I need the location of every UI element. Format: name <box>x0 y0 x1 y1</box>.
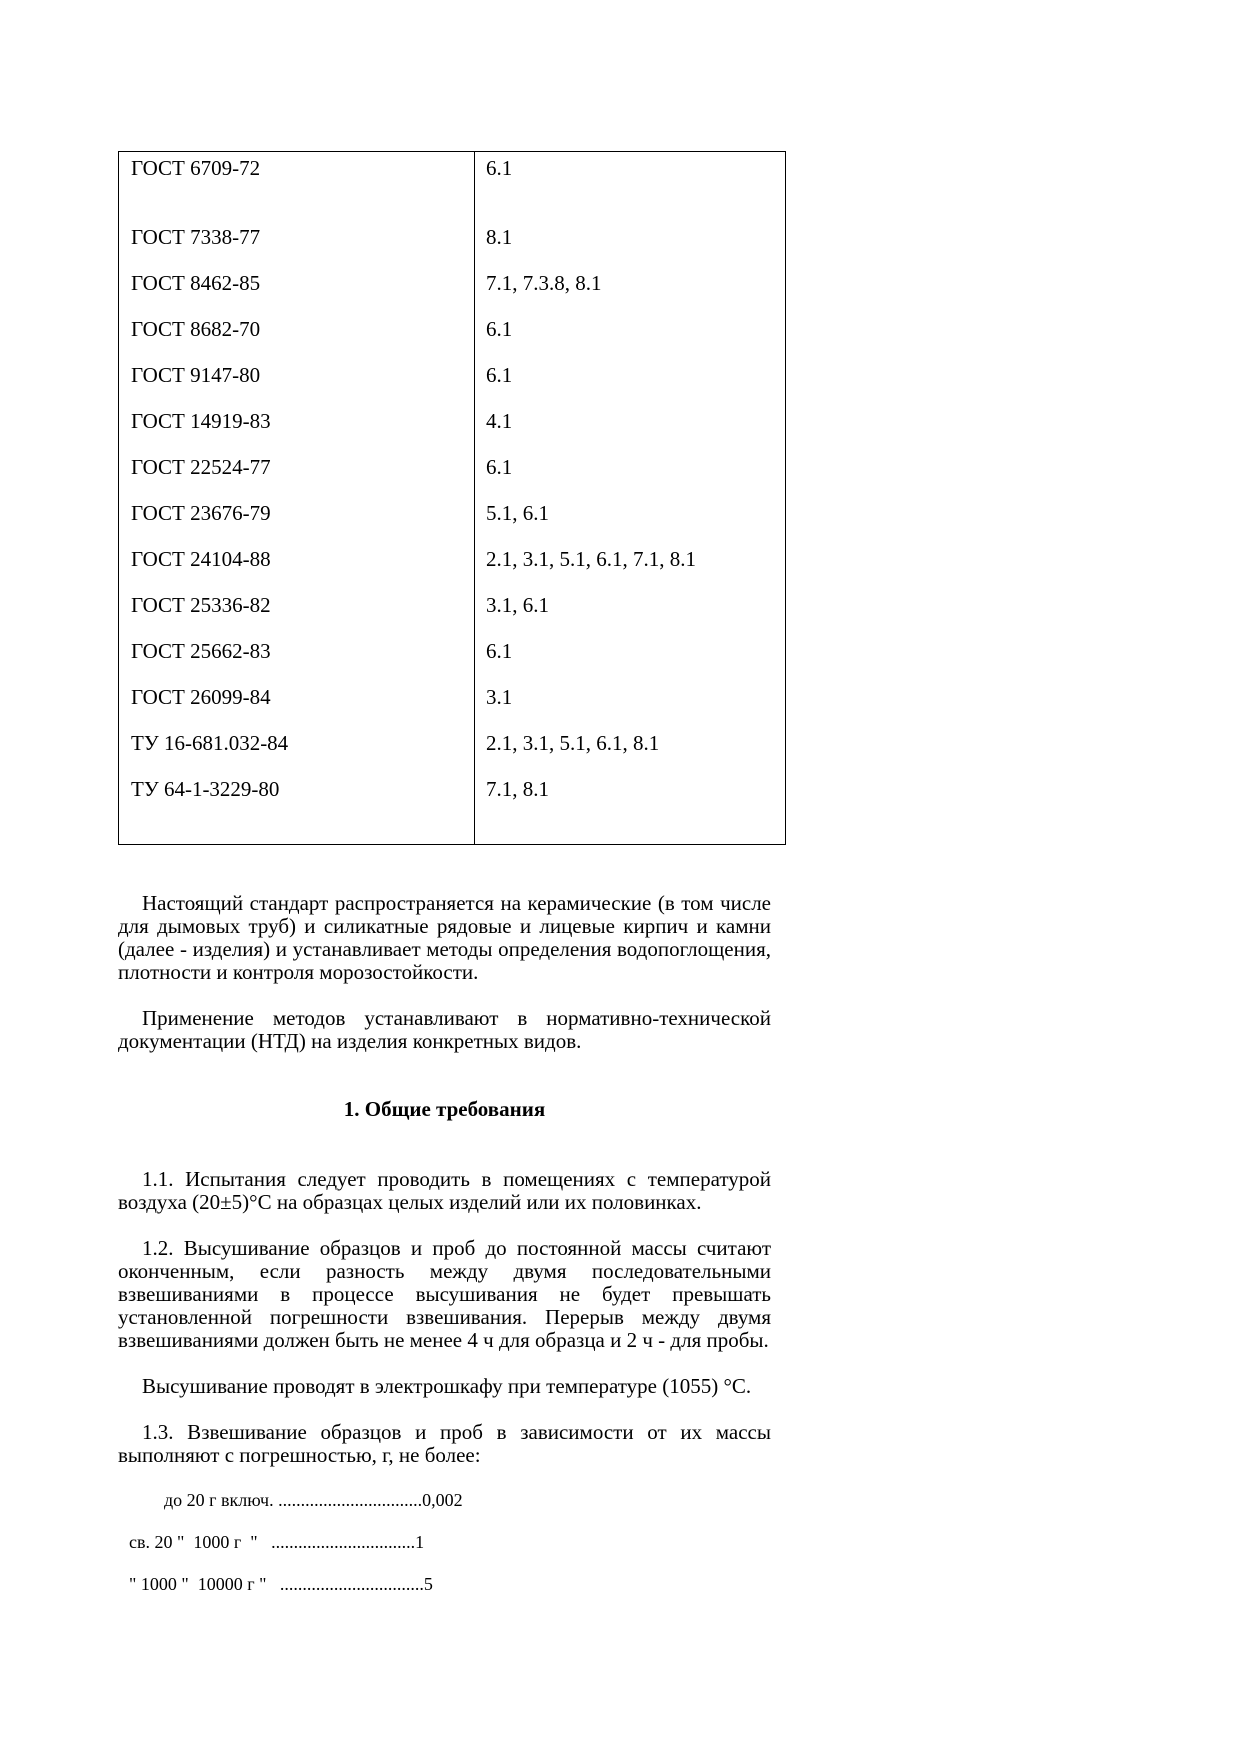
reference-doc: ГОСТ 8682-70 <box>131 317 261 341</box>
tolerance-line: " 1000 " 10000 г " ................................5 <box>129 1574 433 1594</box>
reference-doc: ГОСТ 6709-72 <box>131 156 261 180</box>
reference-items: 4.1 <box>486 409 513 433</box>
reference-items: 6.1 <box>486 363 513 387</box>
table-row <box>119 682 785 712</box>
intro-application-paragraph: Применение методов устанавливают в нормативно-технической документации (НТД) на изделия конкретных видов. <box>118 1006 771 1053</box>
reference-items: 7.1, 8.1 <box>486 777 549 801</box>
table-row <box>119 360 785 390</box>
reference-doc: ГОСТ 14919-83 <box>131 409 271 433</box>
reference-doc: ГОСТ 8462-85 <box>131 271 261 295</box>
table-row <box>119 222 785 252</box>
reference-doc: ГОСТ 26099-84 <box>131 685 271 709</box>
reference-items: 6.1 <box>486 156 513 180</box>
table-row <box>119 452 785 482</box>
table-row <box>119 406 785 436</box>
reference-doc: ГОСТ 24104-88 <box>131 547 271 571</box>
reference-items: 8.1 <box>486 225 513 249</box>
reference-items: 2.1, 3.1, 5.1, 6.1, 7.1, 8.1 <box>486 547 696 571</box>
table-row <box>119 153 785 183</box>
tolerance-line: св. 20 " 1000 г " ................................1 <box>129 1532 425 1552</box>
reference-items: 5.1, 6.1 <box>486 501 549 525</box>
reference-items: 3.1, 6.1 <box>486 593 549 617</box>
clause-1-1-paragraph: 1.1. Испытания следует проводить в помещениях с температурой воздуха (20±5)°С на образцах целых изделий или их половинках. <box>118 1167 771 1214</box>
reference-doc: ГОСТ 23676-79 <box>131 501 271 525</box>
table-row <box>119 314 785 344</box>
reference-items: 2.1, 3.1, 5.1, 6.1, 8.1 <box>486 731 660 755</box>
reference-doc: ТУ 16-681.032-84 <box>131 731 289 755</box>
reference-items: 3.1 <box>486 685 513 709</box>
reference-doc: ГОСТ 9147-80 <box>131 363 261 387</box>
clause-1-3-paragraph: 1.3. Взвешивание образцов и проб в зависимости от их массы выполняют с погрешностью, г, не более: <box>118 1420 771 1467</box>
table-row <box>119 498 785 528</box>
reference-doc: ГОСТ 25662-83 <box>131 639 271 663</box>
reference-doc: ГОСТ 22524-77 <box>131 455 271 479</box>
table-row <box>119 728 785 758</box>
section-heading: 1. Общие требования <box>343 1097 546 1121</box>
reference-doc: ТУ 64-1-3229-80 <box>131 777 280 801</box>
reference-items: 6.1 <box>486 317 513 341</box>
clause-1-2-paragraph: 1.2. Высушивание образцов и проб до постоянной массы считают оконченным, если разность между двумя последовательными взвешиваниями в процессе высушивания не будет превышать установленной погрешности взвешивания. Перерыв между двумя взвешиваниями должен быть не менее 4 ч для образца и 2 ч - для пробы. <box>118 1236 771 1352</box>
table-row <box>119 590 785 620</box>
reference-table <box>118 151 786 845</box>
reference-items: 6.1 <box>486 639 513 663</box>
drying-paragraph: Высушивание проводят в электрошкафу при температуре (1055) °С. <box>142 1374 752 1398</box>
reference-doc: ГОСТ 25336-82 <box>131 593 271 617</box>
reference-items: 7.1, 7.3.8, 8.1 <box>486 271 602 295</box>
table-row <box>119 544 785 574</box>
intro-scope-paragraph: Настоящий стандарт распространяется на керамические (в том числе для дымовых труб) и силикатные рядовые и лицевые кирпич и камни (далее - изделия) и устанавливает методы определения водопоглощения, плотности и контроля морозостойкости. <box>118 891 771 984</box>
tolerance-line: до 20 г включ. ................................0,002 <box>164 1490 463 1510</box>
reference-items: 6.1 <box>486 455 513 479</box>
reference-doc: ГОСТ 7338-77 <box>131 225 261 249</box>
table-row <box>119 774 785 804</box>
table-row <box>119 636 785 666</box>
table-row <box>119 268 785 298</box>
